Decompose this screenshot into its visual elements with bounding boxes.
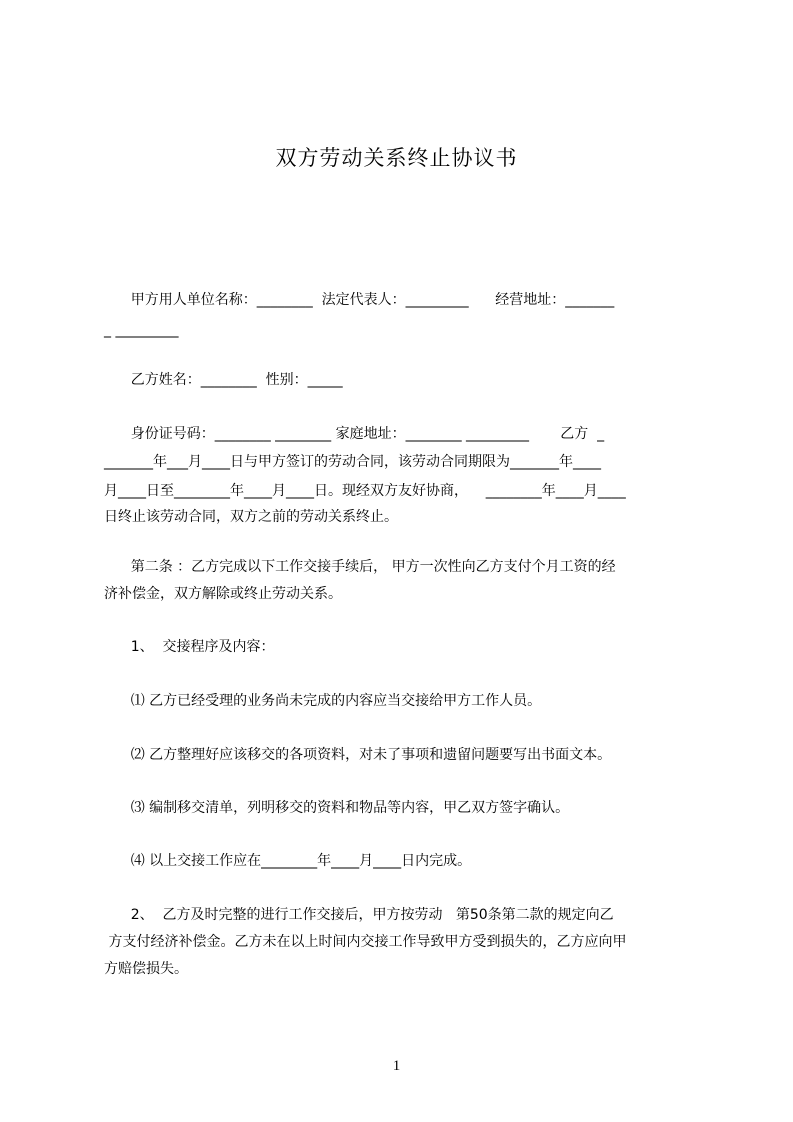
handover-item-1: ⑴ 乙方已经受理的业务尚未完成的内容应当交接给甲方工作人员。 (104, 693, 542, 709)
handover-item-3: ⑶ 编制移交清单，列明移交的资料和物品等内容，甲乙双方签字确认。 (104, 800, 570, 816)
handover-procedure-heading: 1、 交接程序及内容： (104, 639, 275, 655)
party-b-name-line: 乙方姓名：________ 性别：_____ (104, 372, 343, 388)
party-b-id-line: 身份证号码：________ ________ 家庭地址：________ _________ 乙方 _ (104, 426, 605, 442)
document-title: 双方劳动关系终止协议书 (275, 146, 518, 170)
handover-item-4: ⑷ 以上交接工作应在________年____月____日内完成。 (104, 853, 472, 869)
handover-item-2: ⑵ 乙方整理好应该移交的各项资料，对未了事项和遗留问题要写出书面文本。 (104, 747, 612, 763)
compensation-clause-end: 方赔偿损失。 (104, 961, 188, 977)
page-number: 1 (392, 1058, 401, 1074)
article-two-line: 第二条 ：乙方完成以下工作交接手续后， 甲方一次性向乙方支付个月工资的经 (104, 559, 616, 575)
article-two-continuation: 济补偿金，双方解除或终止劳动关系。 (104, 586, 342, 602)
contract-period-line: 月____日至________年____月____日。现经双方友好协商， ________年____月____ (104, 483, 626, 499)
compensation-clause-continuation: 方支付经济补偿金。乙方未在以上时间内交接工作导致甲方受到损失的，乙方应向甲 (104, 934, 627, 950)
compensation-clause-line: 2、 乙方及时完整的进行工作交接后，甲方按劳动 第50条第二款的规定向乙 (104, 907, 614, 923)
party-a-info-continuation: _ _________ (104, 322, 179, 338)
party-a-info-line: 甲方用人单位名称：________ 法定代表人：_________ 经营地址：_______ (104, 292, 615, 308)
termination-statement-line: 日终止该劳动合同，双方之前的劳动关系终止。 (104, 509, 398, 525)
contract-date-line: _______年___月____日与甲方签订的劳动合同，该劳动合同期限为_______年____ (104, 454, 601, 470)
